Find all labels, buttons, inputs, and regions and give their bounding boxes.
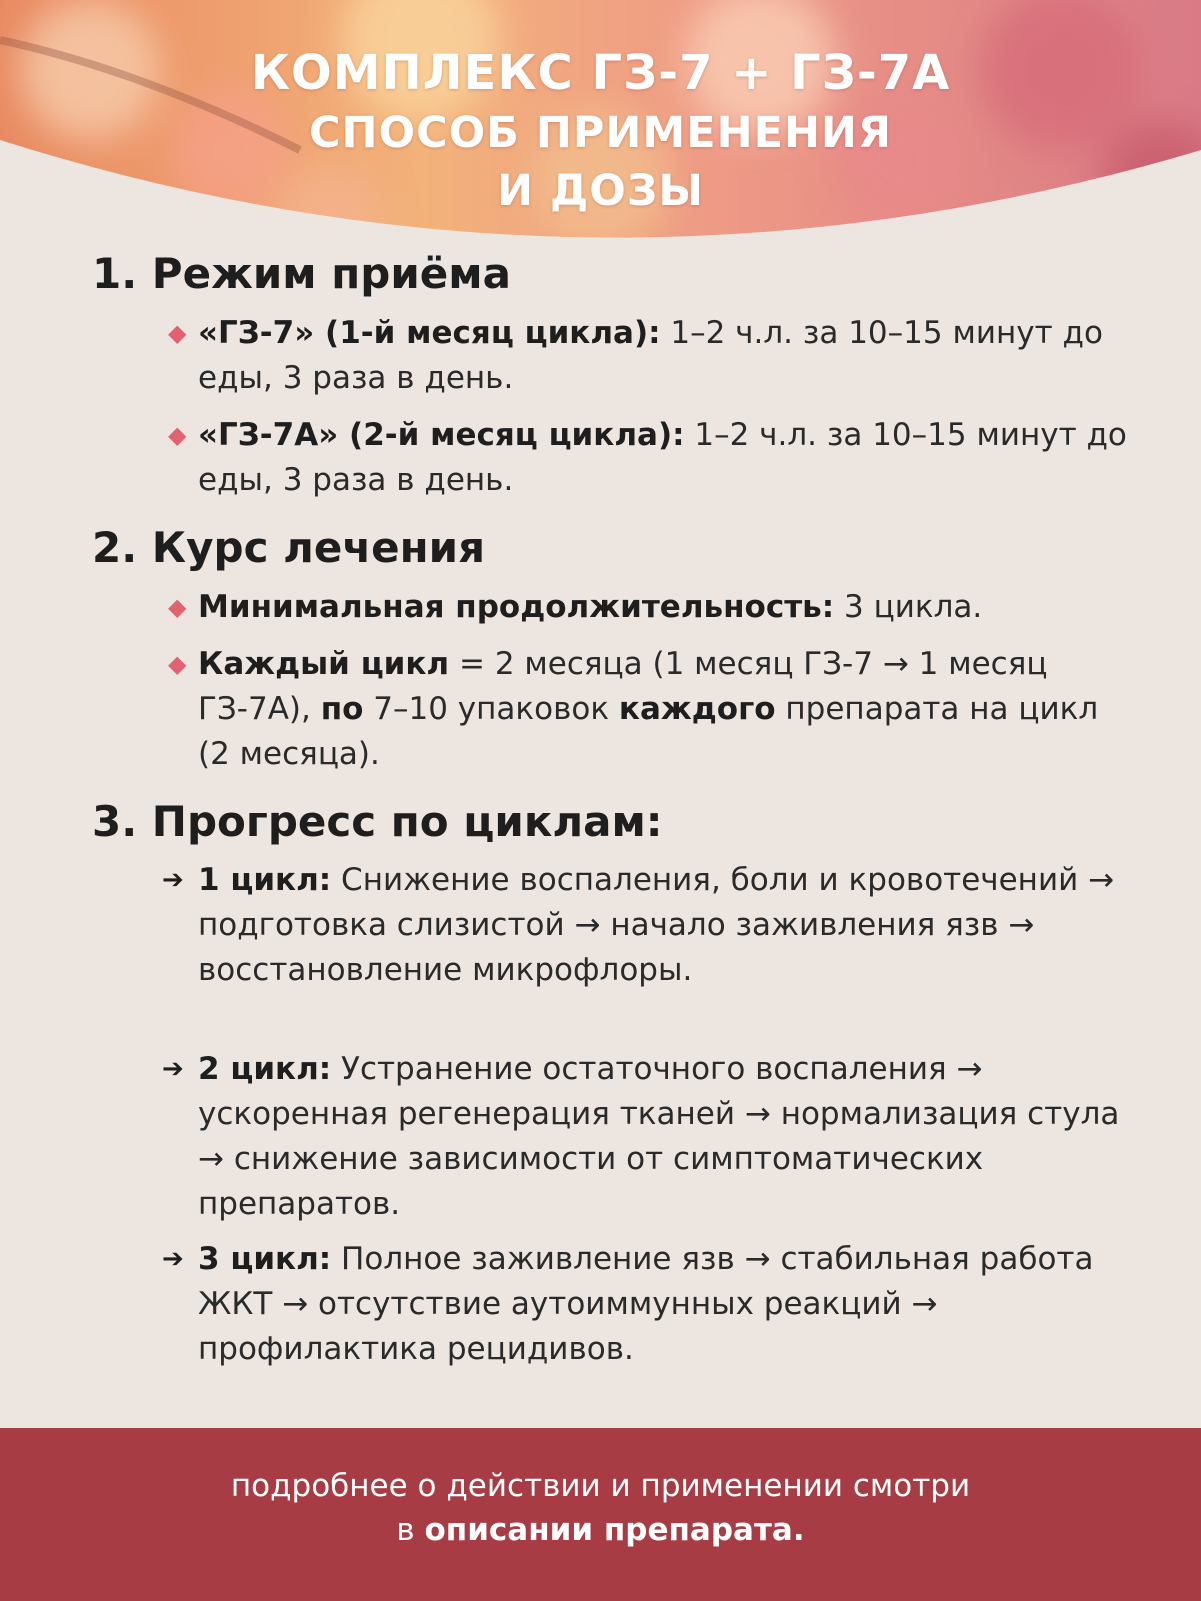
section-heading-progress: 3. Прогресс по циклам:	[92, 797, 663, 846]
regimen-item-g3-7a	[168, 413, 1133, 503]
item-bold-label: «ГЗ-7А» (2-й месяц цикла):	[198, 417, 685, 453]
item-bold-label: «ГЗ-7» (1-й месяц цикла):	[198, 315, 661, 351]
course-item-minimum	[168, 585, 1133, 630]
item-bold-label: Минимальная продолжительность:	[198, 589, 835, 625]
diamond-bullet-icon: ◆	[168, 650, 187, 678]
arrow-right-icon: ➔	[162, 1244, 184, 1274]
item-text-2: 7–10 упаковок	[363, 691, 619, 727]
item-bold-each: каждого	[618, 691, 776, 727]
section-heading-regimen: 1. Режим приёма	[92, 249, 511, 298]
title-line-3: И ДОЗЫ	[497, 166, 704, 216]
item-bold-label: 1 цикл:	[198, 862, 332, 898]
item-bold-po: по	[320, 691, 364, 727]
item-text: 1–2 ч.л. за 10–15 минут до еды, 3 раза в день.	[198, 315, 1103, 396]
item-text: 1–2 ч.л. за 10–15 минут до еды, 3 раза в день.	[198, 417, 1127, 498]
arrow-right-icon: ➔	[162, 1054, 184, 1084]
header-banner	[0, 0, 1201, 260]
item-text: Снижение воспаления, боли и кровотечений → подготовка слизистой → начало заживления язв → восстановление микрофлоры.	[198, 862, 1115, 988]
page-title	[0, 42, 1201, 220]
progress-item-cycle-1	[162, 858, 1133, 993]
item-bold-label: 2 цикл:	[198, 1051, 332, 1087]
progress-item-cycle-2	[162, 1047, 1133, 1227]
item-bold-label: 3 цикл:	[198, 1241, 332, 1277]
title-line-1: КОМПЛЕКС ГЗ-7 + ГЗ-7А	[250, 45, 951, 101]
footer-line-1: подробнее о действии и применении смотри	[230, 1468, 971, 1504]
item-text: Устранение остаточного воспаления → ускоренная регенерация тканей → нормализация стула → снижение зависимости от симптоматических препаратов.	[198, 1051, 1120, 1222]
footer-line-2	[0, 1508, 1201, 1552]
footer-link-text: описании препарата.	[424, 1512, 805, 1548]
footer-prefix: в	[396, 1512, 425, 1548]
item-bold-label: Каждый цикл	[198, 646, 450, 682]
item-text-3: препарата на цикл (2 месяца).	[198, 691, 1099, 772]
title-line-2: СПОСОБ ПРИМЕНЕНИЯ	[308, 108, 893, 158]
diamond-bullet-icon: ◆	[168, 421, 187, 449]
footer-banner	[0, 1428, 1201, 1601]
section-heading-course: 2. Курс лечения	[92, 523, 486, 572]
diamond-bullet-icon: ◆	[168, 593, 187, 621]
arrow-right-icon: ➔	[162, 865, 184, 895]
diamond-bullet-icon: ◆	[168, 319, 187, 347]
item-text: Полное заживление язв → стабильная работа ЖКТ → отсутствие аутоиммунных реакций → профилактика рецидивов.	[198, 1241, 1094, 1367]
progress-item-cycle-3	[162, 1237, 1133, 1372]
item-text: = 2 месяца (1 месяц ГЗ-7 → 1 месяц ГЗ-7А),	[198, 646, 1048, 727]
regimen-item-g3-7	[168, 311, 1133, 401]
course-item-each-cycle	[168, 642, 1133, 777]
item-text: 3 цикла.	[834, 589, 983, 625]
